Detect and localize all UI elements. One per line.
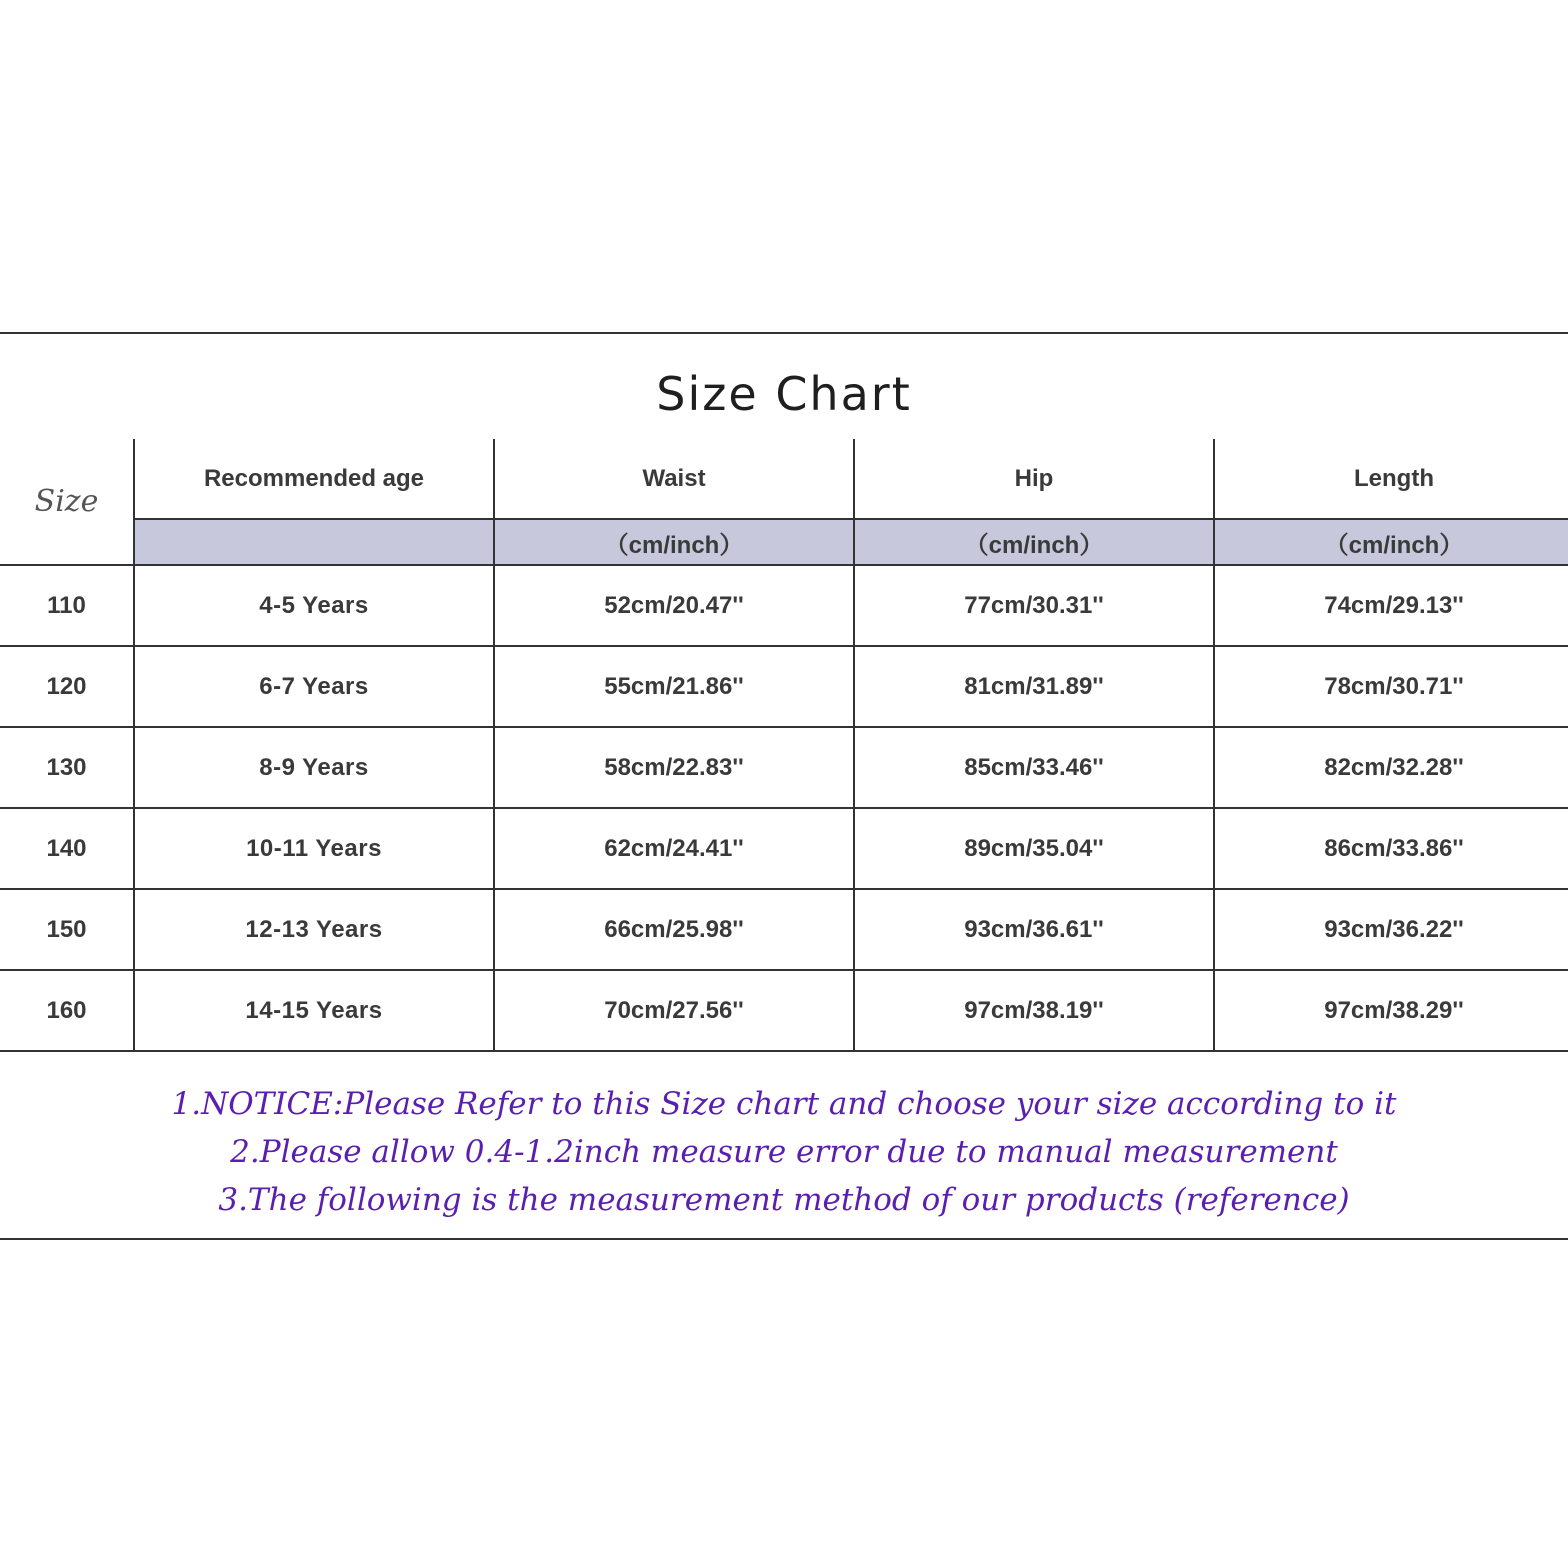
cell-length: 74cm/29.13''	[1214, 565, 1568, 646]
cell-length: 82cm/32.28''	[1214, 727, 1568, 808]
unit-row	[0, 519, 1568, 565]
cell-length: 97cm/38.29''	[1214, 970, 1568, 1051]
cell-age: 8-9 Years	[134, 727, 494, 808]
cell-waist: 58cm/22.83''	[494, 727, 854, 808]
note-1: 1.NOTICE:Please Refer to this Size chart and choose your size according to it	[171, 1086, 1397, 1122]
cell-hip: 77cm/30.31''	[854, 565, 1214, 646]
cell-waist: 66cm/25.98''	[494, 889, 854, 970]
unit-length: （cm/inch）	[1214, 519, 1568, 565]
cell-age: 12-13 Years	[134, 889, 494, 970]
unit-waist: （cm/inch）	[494, 519, 854, 565]
note-3: 3.The following is the measurement method of our products (reference)	[218, 1182, 1350, 1218]
header-age: Recommended age	[134, 439, 494, 519]
cell-hip: 89cm/35.04''	[854, 808, 1214, 889]
cell-waist: 52cm/20.47''	[494, 565, 854, 646]
table-row	[0, 646, 1568, 727]
cell-hip: 97cm/38.19''	[854, 970, 1214, 1051]
cell-length: 78cm/30.71''	[1214, 646, 1568, 727]
cell-age: 4-5 Years	[134, 565, 494, 646]
table-row	[0, 970, 1568, 1051]
cell-hip: 81cm/31.89''	[854, 646, 1214, 727]
top-rule	[0, 332, 1568, 334]
cell-size: 140	[0, 808, 134, 889]
cell-age: 6-7 Years	[134, 646, 494, 727]
cell-waist: 70cm/27.56''	[494, 970, 854, 1051]
header-row	[0, 439, 1568, 519]
header-length: Length	[1214, 439, 1568, 519]
cell-age: 10-11 Years	[134, 808, 494, 889]
unit-hip: （cm/inch）	[854, 519, 1214, 565]
table-row	[0, 808, 1568, 889]
cell-age: 14-15 Years	[134, 970, 494, 1051]
cell-waist: 55cm/21.86''	[494, 646, 854, 727]
note-2: 2.Please allow 0.4-1.2inch measure error due to manual measurement	[230, 1134, 1338, 1170]
cell-waist: 62cm/24.41''	[494, 808, 854, 889]
bottom-rule	[0, 1238, 1568, 1240]
cell-length: 93cm/36.22''	[1214, 889, 1568, 970]
table-row	[0, 727, 1568, 808]
cell-hip: 85cm/33.46''	[854, 727, 1214, 808]
cell-size: 150	[0, 889, 134, 970]
table-row	[0, 889, 1568, 970]
page-title: Size Chart	[656, 367, 912, 421]
size-table	[0, 439, 1568, 1052]
notes-block	[0, 1080, 1568, 1224]
header-hip: Hip	[854, 439, 1214, 519]
cell-size: 130	[0, 727, 134, 808]
cell-size: 110	[0, 565, 134, 646]
header-size: Size	[0, 439, 134, 565]
cell-length: 86cm/33.86''	[1214, 808, 1568, 889]
header-waist: Waist	[494, 439, 854, 519]
unit-age-empty	[134, 519, 494, 565]
cell-size: 160	[0, 970, 134, 1051]
cell-hip: 93cm/36.61''	[854, 889, 1214, 970]
table-row	[0, 565, 1568, 646]
cell-size: 120	[0, 646, 134, 727]
